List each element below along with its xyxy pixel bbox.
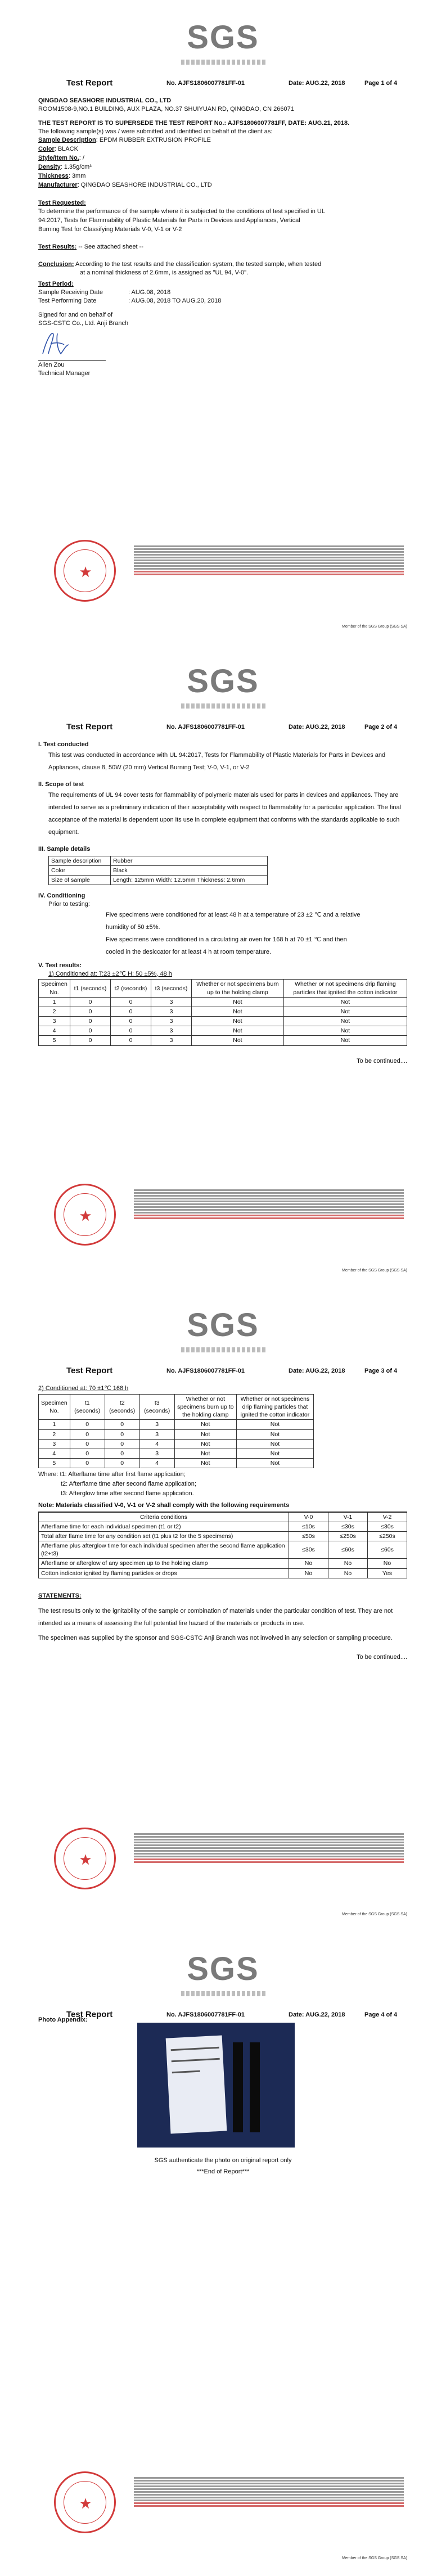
table-row xyxy=(39,1459,314,1468)
table-cell: Not xyxy=(236,1449,313,1458)
criteria-rows xyxy=(39,1522,407,1578)
table-cell: Not xyxy=(174,1429,236,1439)
table-header-row: Specimen No. t1 (seconds) t2 (seconds) t3 (seconds) Whether or not specimens burn up to the holding clamp Whether or not specimens drip flaming particles that ignited the cotton indicator xyxy=(39,1394,314,1420)
fine-print xyxy=(134,1188,404,1220)
company-stamp: ★ xyxy=(54,2471,116,2533)
table-row xyxy=(39,1017,407,1026)
sgs-logo: SGS xyxy=(0,1303,446,1352)
table-cell: Not xyxy=(283,997,407,1007)
section-text: The requirements of UL 94 cover tests for flammability of polymeric materials used for parts in devices and appliances. They are intended to serve as a preliminary indication of their acceptability with respect to flammability for a particular application. The final acceptance of the material is dependent upon its use in complete equipment that conforms with the standards applicable to such equipment. xyxy=(48,791,402,836)
photo-appendix-label: Photo Appendix: xyxy=(38,2016,88,2023)
table-cell: 0 xyxy=(111,1017,151,1026)
section-title: V. Test results: xyxy=(38,962,82,969)
page1-body xyxy=(38,97,407,378)
results-table-1 xyxy=(38,979,407,1045)
report-header xyxy=(66,1365,415,1377)
prior-text: Prior to testing: xyxy=(48,900,90,908)
style-label: Style/Item No. xyxy=(38,155,79,162)
table-cell: ≤30s xyxy=(289,1541,328,1559)
report-page-2 xyxy=(0,644,446,1288)
table-cell: 0 xyxy=(111,1007,151,1016)
signed-line: SGS-CSTC Co., Ltd. Anji Branch xyxy=(38,319,129,327)
report-header xyxy=(66,78,415,89)
test-period-label: Test Period: xyxy=(38,281,74,288)
table-cell: Not xyxy=(283,1017,407,1026)
continued-note: To be continued.... xyxy=(357,1057,407,1064)
table-cell: 0 xyxy=(111,997,151,1007)
client-company: QINGDAO SEASHORE INDUSTRIAL CO., LTD xyxy=(38,97,172,104)
table-cell: Not xyxy=(283,1026,407,1036)
legend-text: Where: t1: Afterflame time after first flame application; xyxy=(38,1471,186,1478)
table-cell: Not xyxy=(192,1017,284,1026)
performing-date-value: : AUG.08, 2018 TO AUG.20, 2018 xyxy=(128,297,222,305)
company-stamp: ★ xyxy=(54,540,116,602)
table-row: Color Black xyxy=(49,865,268,875)
sample-desc-value: : EPDM RUBBER EXTRUSION PROFILE xyxy=(96,137,211,144)
receiving-date-label: Sample Receiving Date xyxy=(38,289,103,296)
table-cell: 5 xyxy=(39,1036,70,1045)
statement-text: The test results only to the ignitability of the sample or combination of materials under the particular condition of test. They are not intended as a means of assessing the full potential fire hazard of the materials or products in use. xyxy=(38,1607,393,1627)
table-row xyxy=(39,1541,407,1559)
performing-date-label: Test Performing Date xyxy=(38,297,97,305)
table-cell: 3 xyxy=(151,1017,192,1026)
conclusion-text: According to the test results and the classification system, the tested sample, when tested xyxy=(74,260,322,268)
table-cell: Not xyxy=(192,1026,284,1036)
page-footer xyxy=(38,540,407,635)
fine-print xyxy=(134,544,404,576)
table-row xyxy=(39,1522,407,1531)
table-cell: 0 xyxy=(105,1429,139,1439)
page-number: Page 1 of 4 xyxy=(364,80,398,87)
table-cell: ≤60s xyxy=(328,1541,368,1559)
signer-name: Allen Zou xyxy=(38,362,65,369)
receiving-date-value: : AUG.08, 2018 xyxy=(128,289,171,296)
table-cell: 0 xyxy=(70,1439,105,1449)
table-cell: Total after flame time for any condition set (t1 plus t2 for the 5 specimens) xyxy=(39,1531,289,1541)
client-address: ROOM1508-9,NO.1 BUILDING, AUX PLAZA, NO.37 SHUIYUAN RD, QINGDAO, CN 266071 xyxy=(38,105,294,112)
results-rows xyxy=(39,997,407,1045)
table-row xyxy=(39,1559,407,1568)
results-table-2 xyxy=(38,1394,314,1468)
member-note: Member of the SGS Group (SGS SA) xyxy=(342,2556,407,2560)
table-cell: No xyxy=(289,1568,328,1578)
manufacturer-label: Manufacturer xyxy=(38,181,78,188)
fine-print xyxy=(134,1832,404,1864)
page-footer xyxy=(38,1184,407,1279)
page2-body xyxy=(38,741,407,1065)
table-cell: 0 xyxy=(70,1026,111,1036)
table-cell: Not xyxy=(283,1007,407,1016)
member-note: Member of the SGS Group (SGS SA) xyxy=(342,1912,407,1916)
sgs-logo: SGS xyxy=(0,16,446,65)
member-note: Member of the SGS Group (SGS SA) xyxy=(342,1269,407,1273)
table-row: Size of sample Length: 125mm Width: 12.5mm Thickness: 2.6mm xyxy=(49,875,268,885)
test-requested-text: To determine the performance of the sample where it is subjected to the conditions of test specified in UL xyxy=(38,208,325,215)
table-row xyxy=(39,1439,314,1449)
table-row xyxy=(39,1026,407,1036)
signed-line: Signed for and on behalf of xyxy=(38,311,113,318)
report-date: Date: AUG.22, 2018 xyxy=(289,80,345,87)
table-cell: Not xyxy=(236,1439,313,1449)
report-page-4 xyxy=(0,1932,446,2575)
table-cell: Not xyxy=(174,1439,236,1449)
report-date: Date: AUG.22, 2018 xyxy=(289,724,345,730)
sample-photo xyxy=(137,2023,295,2148)
statements-label: STATEMENTS: xyxy=(38,1592,82,1599)
report-number: No. AJFS1806007781FF-01 xyxy=(166,2011,245,2018)
table-cell: 3 xyxy=(139,1429,174,1439)
report-page-1 xyxy=(0,0,446,644)
table-cell: 0 xyxy=(70,1459,105,1468)
table-cell: 0 xyxy=(105,1449,139,1458)
table-cell: 0 xyxy=(111,1026,151,1036)
table-cell: Not xyxy=(236,1459,313,1468)
manufacturer-value: : QINGDAO SEASHORE INDUSTRIAL CO., LTD xyxy=(77,181,212,188)
legend-text: t2: Afterflame time after second flame application; xyxy=(61,1481,196,1488)
report-title: Test Report xyxy=(66,1366,113,1375)
table-cell: Not xyxy=(236,1429,313,1439)
table-cell: Not xyxy=(236,1420,313,1429)
thickness-value: : 3mm xyxy=(68,172,86,179)
table-row xyxy=(39,1568,407,1578)
table-cell: 0 xyxy=(70,1017,111,1026)
sgs-logo: SGS xyxy=(0,660,446,709)
test-requested-text: 94:2017, Tests for Flammability of Plastic Materials for Parts in Devices and Appliances, Vertical xyxy=(38,217,300,224)
table-cell: 0 xyxy=(111,1036,151,1045)
supersede-note: THE TEST REPORT IS TO SUPERSEDE THE TEST REPORT No.: AJFS1806007781FF, DATE: AUG.21, 2018. xyxy=(38,119,350,127)
table-cell: Afterflame time for each individual specimen (t1 or t2) xyxy=(39,1522,289,1531)
criteria-table xyxy=(38,1512,407,1578)
table-cell: Not xyxy=(192,997,284,1007)
style-value: : / xyxy=(79,155,84,162)
table-cell: 0 xyxy=(105,1459,139,1468)
end-of-report: ***End of Report*** xyxy=(196,2168,250,2175)
table-cell: 4 xyxy=(39,1449,70,1458)
table-cell: ≤30s xyxy=(328,1522,368,1531)
page-number: Page 3 of 4 xyxy=(364,1368,398,1374)
table-cell: ≤60s xyxy=(368,1541,407,1559)
table-cell: 0 xyxy=(70,1449,105,1458)
report-page-3 xyxy=(0,1288,446,1932)
photo-caption: SGS authenticate the photo on original report only xyxy=(154,2157,292,2164)
table-cell: 3 xyxy=(139,1420,174,1429)
table-cell: Cotton indicator ignited by flaming particles or drops xyxy=(39,1568,289,1578)
table-cell: ≤250s xyxy=(328,1531,368,1541)
page-number: Page 2 of 4 xyxy=(364,724,398,730)
table-row xyxy=(39,1007,407,1016)
section-title: I. Test conducted xyxy=(38,741,89,748)
table-cell: ≤50s xyxy=(289,1531,328,1541)
test-results-label: Test Results: xyxy=(38,243,77,250)
thickness-label: Thickness xyxy=(38,172,69,179)
table-cell: 3 xyxy=(39,1439,70,1449)
section-title: IV. Conditioning xyxy=(38,892,85,900)
table-cell: 4 xyxy=(39,1026,70,1036)
table-cell: ≤30s xyxy=(368,1522,407,1531)
table-cell: Afterflame or afterglow of any specimen up to the holding clamp xyxy=(39,1559,289,1568)
color-value: : BLACK xyxy=(54,146,78,153)
table-cell: No xyxy=(289,1559,328,1568)
table-cell: No xyxy=(328,1568,368,1578)
table-cell: 1 xyxy=(39,997,70,1007)
table-row: Sample description Rubber xyxy=(49,856,268,865)
report-date: Date: AUG.22, 2018 xyxy=(289,2011,345,2018)
conclusion-text: at a nominal thickness of 2.6mm, is assigned as "UL 94, V-0". xyxy=(80,269,249,276)
table-cell: 4 xyxy=(139,1459,174,1468)
sample-desc-label: Sample Description xyxy=(38,137,96,144)
table-cell: 5 xyxy=(39,1459,70,1468)
results-rows xyxy=(39,1420,314,1468)
table-cell: 3 xyxy=(39,1017,70,1026)
report-number: No. AJFS1806007781FF-01 xyxy=(166,1368,245,1374)
report-title: Test Report xyxy=(66,78,113,88)
table-cell: 1 xyxy=(39,1420,70,1429)
table-cell: 3 xyxy=(151,1026,192,1036)
signer-title: Technical Manager xyxy=(38,370,91,377)
report-header xyxy=(66,721,415,733)
table-cell: Not xyxy=(174,1420,236,1429)
table-cell: ≤10s xyxy=(289,1522,328,1531)
table-row xyxy=(39,1449,314,1458)
page-number: Page 4 of 4 xyxy=(364,2011,398,2018)
section-title: II. Scope of test xyxy=(38,781,84,788)
section-title: III. Sample details xyxy=(38,845,91,852)
test-results-value: -- See attached sheet -- xyxy=(76,243,143,250)
report-title: Test Report xyxy=(66,2010,113,2019)
report-date: Date: AUG.22, 2018 xyxy=(289,1368,345,1374)
table-cell: ≤250s xyxy=(368,1531,407,1541)
density-label: Density xyxy=(38,163,61,170)
page-footer xyxy=(38,1828,407,1923)
page3-body xyxy=(38,1384,407,1661)
test-requested-label: Test Requested: xyxy=(38,200,86,207)
table-cell: 0 xyxy=(70,1429,105,1439)
legend-text: t3: Afterglow time after second flame application. xyxy=(61,1490,194,1497)
table-cell: 0 xyxy=(105,1439,139,1449)
report-number: No. AJFS1806007781FF-01 xyxy=(166,80,245,87)
sample-details-table xyxy=(48,856,268,886)
table-cell: No xyxy=(368,1559,407,1568)
table-row xyxy=(39,1420,314,1429)
table-cell: Afterflame plus afterglow time for each individual specimen after the second flame application (t2+t3) xyxy=(39,1541,289,1559)
table-cell: 0 xyxy=(70,1036,111,1045)
table-cell: 2 xyxy=(39,1429,70,1439)
table-cell: 4 xyxy=(139,1439,174,1449)
sgs-logo: SGS xyxy=(0,1947,446,1996)
statement-text: The specimen was supplied by the sponsor and SGS-CSTC Anji Branch was not involved in any selection or sampling procedure. xyxy=(38,1634,393,1641)
table-cell: 3 xyxy=(139,1449,174,1458)
table-row xyxy=(39,1036,407,1045)
report-title: Test Report xyxy=(66,722,113,732)
table-cell: 0 xyxy=(70,997,111,1007)
table-cell: 0 xyxy=(105,1420,139,1429)
table-header-row: Criteria conditions V-0 V-1 V-2 xyxy=(39,1512,407,1522)
table-row xyxy=(39,1429,314,1439)
condition-label: 1) Conditioned at: T:23 ±2℃ H: 50 ±5%, 48 h xyxy=(48,970,172,977)
table-cell: 3 xyxy=(151,1007,192,1016)
company-stamp: ★ xyxy=(54,1184,116,1246)
intro-text: The following sample(s) was / were submitted and identified on behalf of the client as: xyxy=(38,128,273,135)
table-row xyxy=(39,1531,407,1541)
table-header-row: Specimen No. t1 (seconds) t2 (seconds) t3 (seconds) Whether or not specimens burn up to the holding clamp Whether or not specimens drip flaming particles that ignited the cotton indicator xyxy=(39,980,407,997)
table-cell: Not xyxy=(174,1459,236,1468)
table-cell: Not xyxy=(174,1449,236,1458)
member-note: Member of the SGS Group (SGS SA) xyxy=(342,625,407,629)
continued-note: To be continued.... xyxy=(357,1653,407,1661)
report-number: No. AJFS1806007781FF-01 xyxy=(166,724,245,730)
color-label: Color xyxy=(38,146,55,153)
note-text: Note: Materials classified V-0, V-1 or V-2 shall comply with the following requirements xyxy=(38,1501,290,1509)
table-cell: No xyxy=(328,1559,368,1568)
fine-print xyxy=(134,2476,404,2508)
page-footer xyxy=(38,2471,407,2567)
table-cell: Not xyxy=(283,1036,407,1045)
table-cell: Not xyxy=(192,1036,284,1045)
table-cell: Yes xyxy=(368,1568,407,1578)
table-cell: Not xyxy=(192,1007,284,1016)
density-value: : 1.35g/cm³ xyxy=(60,163,92,170)
table-row xyxy=(39,997,407,1007)
conditioning-text: Five specimens were conditioned for at least 48 h at a temperature of 23 ±2 ℃ and a relative humidity of 50 ±5%. Five specimens were conditioned in a circulating air oven for 168 h at 70 ±1 ℃ and then cooled in the desiccator for at least 4 h at room temperature. xyxy=(106,911,361,955)
condition-label: 2) Conditioned at: 70 ±1℃ 168 h xyxy=(38,1385,129,1392)
section-text: This test was conducted in accordance with UL 94:2017, Tests for Flammability of Plastic Materials for Parts in Devices and Appliances, clause 8, 50W (20 mm) Vertical Burning Test; V-0, V-1, or V-2 xyxy=(48,751,386,771)
signature xyxy=(38,329,72,357)
table-cell: 3 xyxy=(151,997,192,1007)
table-cell: 0 xyxy=(70,1007,111,1016)
table-cell: 3 xyxy=(151,1036,192,1045)
test-requested-text: Burning Test for Classifying Materials V-0, V-1 or V-2 xyxy=(38,225,182,233)
conclusion-label: Conclusion: xyxy=(38,260,74,268)
company-stamp: ★ xyxy=(54,1828,116,1889)
table-cell: 2 xyxy=(39,1007,70,1016)
table-cell: 0 xyxy=(70,1420,105,1429)
